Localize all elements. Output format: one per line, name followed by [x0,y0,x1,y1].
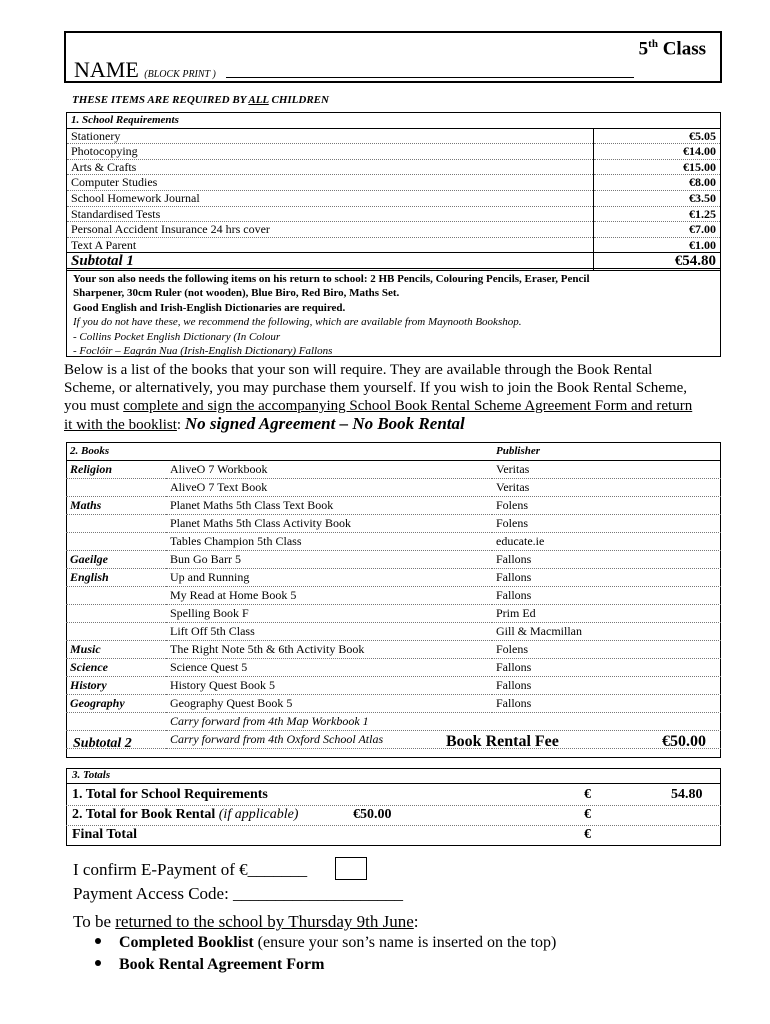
table-row: Standardised Tests €1.25 [67,206,721,222]
table-row: English Up and Running Fallons [66,569,721,587]
subtotal-2-label: Subtotal 2 [73,736,132,751]
table-row: Geography Geography Quest Book 5 Fallons [66,695,721,713]
euro-sign: € [584,787,591,802]
table-row: Text A Parent €1.00 [67,237,721,253]
list-item: Completed Booklist (ensure your son’s name is inserted on the top) [95,934,556,952]
name-input-line[interactable] [226,77,634,78]
confirm-checkbox[interactable] [335,857,367,880]
table-row: Photocopying €14.00 [67,144,721,160]
table-row: History History Quest Book 5 Fallons [66,677,721,695]
books-heading: 2. Books [66,443,492,461]
table-row: Science Science Quest 5 Fallons [66,659,721,677]
bullet-icon [95,938,101,944]
table-row: Arts & Crafts €15.00 [67,159,721,175]
total-requirements-label: 1. Total for School Requirements [72,787,268,802]
payment-access-code[interactable]: Payment Access Code: ____________________ [73,884,404,903]
euro-sign: € [584,807,591,822]
table-row: Gaeilge Bun Go Barr 5 Fallons [66,551,721,569]
table-row: My Read at Home Book 5 Fallons [66,587,721,605]
agreement-warning: No signed Agreement – No Book Rental [184,414,465,433]
book-rental-fee-label: Book Rental Fee [446,733,559,750]
book-rental-fee-amount: €50.00 [662,733,706,750]
divider [66,825,721,826]
table-row: Planet Maths 5th Class Activity Book Folens [66,515,721,533]
table-row: Computer Studies €8.00 [67,175,721,191]
total-rental-amount: €50.00 [353,807,392,822]
total-requirements-value: 54.80 [671,787,703,802]
table-row: School Homework Journal €3.50 [67,190,721,206]
table-row: Music The Right Note 5th & 6th Activity Book Folens [66,641,721,659]
header-box [64,31,722,83]
table-row: Carry forward from 4th Map Workbook 1 [66,713,721,731]
totals-heading: 3. Totals [66,768,721,784]
list-item: Book Rental Agreement Form [95,956,324,974]
e-payment-confirm[interactable]: I confirm E-Payment of €_______ [73,860,308,879]
return-instruction: To be returned to the school by Thursday 9th June: [73,912,419,931]
table-row: Carry forward from 4th Oxford School Atlas [66,731,721,749]
euro-sign: € [584,827,591,842]
subtotal-1-row: Subtotal 1 €54.80 [67,253,721,271]
class-label: 5th Class [638,38,706,60]
table-row: Tables Champion 5th Class educate.ie [66,533,721,551]
publisher-heading: Publisher [492,443,721,461]
section-heading: 1. School Requirements [67,113,721,129]
school-requirements-table [66,112,721,271]
intro-paragraph: Below is a list of the books that your son will require. They are available through the Book Rental Scheme, or alternatively, you may purchase them yourself. If you wish to join the Book Rental Scheme, you must complete and sign the accompanying School Book Rental Scheme Agreement Form and return it with the booklist: No signed Agreement – No Book Rental [64,362,693,433]
table-row: Spelling Book F Prim Ed [66,605,721,623]
total-rental-label: 2. Total for Book Rental (if applicable) [72,807,299,822]
bullet-icon [95,960,101,966]
divider [66,805,721,806]
table-row: Personal Accident Insurance 24 hrs cover €7.00 [67,222,721,238]
table-row: Lift Off 5th Class Gill & Macmillan [66,623,721,641]
required-note: THESE ITEMS ARE REQUIRED BY ALL CHILDREN [72,94,329,106]
table-row: Stationery €5.05 [67,128,721,144]
books-table [66,442,721,749]
also-needs-box: Your son also needs the following items on his return to school: 2 HB Pencils, Colouring Pencils, Eraser, Pencil Sharpener, 30cm Ruler (not wooden), Blue Biro, Red Biro, Maths Set. Good English and Irish-English Dictionaries are required. If you do not have these, we recommend the following, which are available from Maynooth Bookshop. - Collins Pocket English Dictionary (In Colour - Foclóir – Eagrán Nua (Irish-English Dictionary) Fallons [66,268,721,357]
name-label: NAME (BLOCK PRINT ) [74,57,216,82]
table-row: AliveO 7 Text Book Veritas [66,479,721,497]
table-row: Religion AliveO 7 Workbook Veritas [66,461,721,479]
table-row: Maths Planet Maths 5th Class Text Book Folens [66,497,721,515]
final-total-label: Final Total [72,827,137,842]
